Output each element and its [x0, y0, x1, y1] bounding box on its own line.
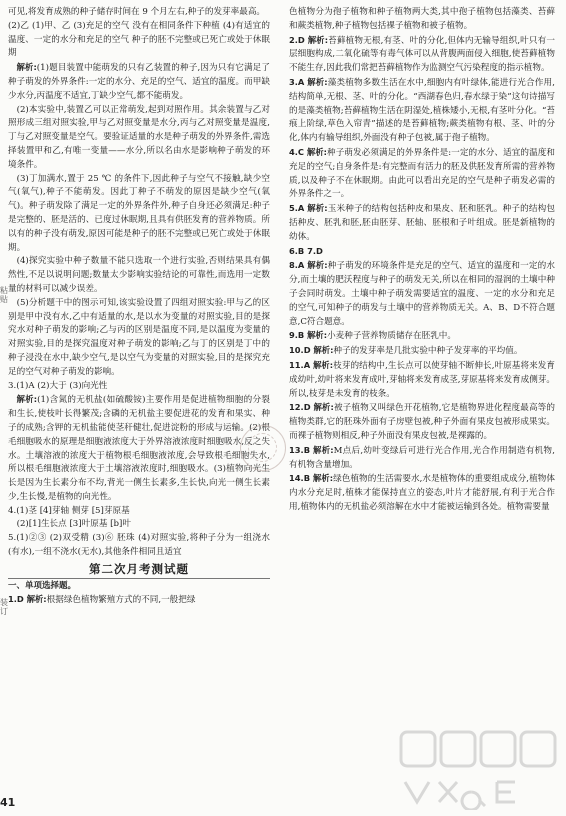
paragraph: 11.A 解析:枝芽的结构中,生长点可以使芽轴不断伸长,叶原基将来发育成幼叶,幼叶将来发育成叶,芽轴将来发育成茎,芽原基将来发育成侧芽。所以,枝芽是未发育的枝条。: [289, 359, 556, 399]
paragraph: 8.A 解析:种子萌发的环境条件是充足的空气、适宜的温度和一定的水分,而土壤的肥沃程度与种子的萌发无关,所以在相同的湿润的土壤中种子会同时萌发。土壤中种子萌发需要适宜的温度、一定的水分和充足的空气,可知种子的萌发与土壤中的营养物质无关。A、B、D不符合题意,C符合题意。: [289, 260, 555, 327]
paragraph: (2)本实验中,装置乙可以正常萌发,起到对照作用。其余装置与乙对照形成三组对照实验,甲与乙对照变量是水分,丙与乙对照变量是温度,丁与乙对照变量是空气。要验证适量的水是种子萌发的外界条件,需选择装置甲和乙,有唯一变量——水分,所以名由水是影响种子萌发的环境条件。: [8, 104, 270, 170]
paragraph: 10.D 解析:种子的发芽率是几批实验中种子发芽率的平均值。: [289, 345, 523, 357]
paragraph: 6.B 7.D: [289, 245, 323, 256]
answer-line: 3.(1)A (2)大于 (3)向光性: [8, 380, 108, 391]
paragraph: 2.D 解析:苔藓植物无根,有茎、叶的分化,但体内无输导组织,叶只有一层细胞构成,二氧化硫等有毒气体可以从背腹两面侵入细胞,使苔藓植物不能生存,因此我们常把苔藓植物作为监测空气污染程度的指示植物。: [289, 34, 555, 74]
gutter-label: 粘贴: [0, 286, 8, 304]
paragraph: 可见,将发育成熟的种子储存时间在 9 个月左右,种子的发芽率最高。: [8, 7, 266, 17]
answer-line: 5.(1)②③ (2)双受精 (3)⑥ 胚珠 (4)对照实验,将种子分为一组浇水(有水),一组不浇水(无水),其他条件相同且适宜: [8, 533, 270, 558]
gutter-label: 装订: [0, 598, 8, 616]
paragraph: (2)乙 (1)甲、乙 (3)充足的空气 没有在相同条件下种植 (4)有适宜的温度、一定的水分和充足的空气 种子的胚不完整或已死亡或处于休眠期: [8, 20, 270, 59]
paragraph: (4)探究实验中种子数量不能只选取一个进行实验,否则结果具有偶然性,不足以说明问题;数量太少影响实验结论的可靠性,而选用一定数量的材料可以减少误差。: [8, 256, 270, 294]
stamp-seal-icon: [240, 425, 286, 471]
paragraph: 色植物分为孢子植物和种子植物两大类,其中孢子植物包括藻类、苔藓和蕨类植物,种子植物包括裸子植物和被子植物。: [289, 7, 555, 31]
answer-line: (2)[1]生长点 [3]叶原基 [b]叶: [16, 519, 131, 530]
paragraph: 1.D 解析:根据绿色植物繁殖方式的不同,一般把绿: [8, 594, 196, 606]
paragraph: (5)分析题干中的图示可知,该实验设置了四组对照实验:甲与乙的区别是甲中没有水,乙中有适量的水,是以水为变量的对照实验,目的是探究水对种子萌发的影响;乙与丙的区别是温度不同,是以温度为变量的对照实验,目的是探究温度对种子萌发的影响;乙与丁的区别是丁中的种子浸没在水中,缺少空气,是以空气为变量的对照实验,目的是探究充足的空气对种子萌发的影响。: [8, 297, 270, 377]
right-column: [289, 6, 555, 515]
section-title: 第二次月考测试题: [8, 563, 270, 579]
page-number: 41: [0, 796, 16, 809]
paragraph: 解析:(1)含氮的无机盐(如硫酸铵)主要作用是促进植物细胞的分裂和生长,使枝叶长得繁茂;含磷的无机盐主要促进花的发育和果实、种子的成熟;含钾的无机盐能使茎秆健壮,促进淀粉的形成与运输。(2)根毛细胞吸水的原理是细胞液浓度大于外界溶液浓度时细胞吸水,反之失水。土壤溶液的浓度大于植物根毛细胞液浓度,会导致根毛细胞失水,所以根毛细胞液浓度大于土壤溶液浓度时,细胞吸水。(3)植物向光生长是因为生长素分布不均,背光一侧生长素多,生长快,向光一侧生长素少,生长慢,是植物的向光性。: [8, 394, 270, 502]
watermark-logo-icon: [395, 724, 560, 810]
paragraph: 4.C 解析:种子萌发必须满足的外界条件是:一定的水分、适宜的温度和充足的空气;自身条件是:有完整而有活力的胚及供胚发育所需的营养物质,以及种子不在休眠期。由此可以看出充足的空气是种子萌发必需的外界条件之一。: [289, 146, 555, 200]
paragraph: (3)丁加满水,置于 25 ℃ 的条件下,因此种子与空气不接触,缺少空气(氧气),种子不能萌发。因此丁种子不萌发的原因是缺少空气(氧气)。种子萌发除了满足一定的外界条件外,种子自身还必须满足:种子是完整的、胚是活的、已度过休眠期,且具有供胚发育的营养物质。所以有的种子没有萌发,原因可能是种子的胚不完整或已死亡或处于休眠期。: [8, 173, 270, 253]
paragraph: 13.B 解析:M点后,幼叶变绿后可进行光合作用,光合作用制造有机物,有机物含量增加。: [289, 444, 555, 470]
paragraph: 解析:(1)题目装置中能萌发的只有乙装置的种子,因为只有它满足了种子萌发的外界条件:一定的水分、充足的空气、适宜的温度。而甲缺少水分,丙温度不适宜,丁缺少空气,都不能萌发。: [8, 62, 270, 101]
subsection-heading: 一、单项选择题。: [8, 580, 77, 591]
paragraph: 12.D 解析:被子植物又叫绿色开花植物,它是植物界进化程度最高等的植物类群,它的胚珠外面有子房壁包被,种子外面有果皮包被形成果实。而裸子植物则相反,种子外面没有果皮包被,是裸露的。: [289, 402, 556, 441]
paragraph: 3.A 解析:藻类植物多数生活在水中,细胞内有叶绿体,能进行光合作用,结构简单,无根、茎、叶的分化。“西湖春色归,春水绿于染”这句诗描写的是藻类植物;苔藓植物生活在阴湿处,植株矮小,无根,有茎叶分化。“苔痕上阶绿,草色入帘青”描述的是苔藓植物;蕨类植物有根、茎、叶的分化,体内有输导组织,外面没有种子包被,属于孢子植物。: [289, 76, 555, 144]
paragraph: 14.B 解析:绿色植物的生活需要水,水是植物体的重要组成成分,植物体内水分充足时,植株才能保持直立的姿态,叶片才能舒展,有利于光合作用,植物体内的无机盐必须溶解在水中才能被运输到各处。植物需要量: [289, 473, 555, 512]
answer-line: 4.(1)茎 [4]芽轴 侧芽 [5]芽原基: [8, 505, 130, 516]
left-column: [8, 6, 270, 608]
paragraph: 5.A 解析:玉米种子的结构包括种皮和果皮、胚和胚乳。种子的结构包括种皮、胚乳和胚,胚由胚芽、胚轴、胚根和子叶组成。胚是新植物的幼体。: [289, 203, 555, 242]
paragraph: 9.B 解析:小麦种子营养物质储存在胚乳中。: [289, 330, 456, 342]
